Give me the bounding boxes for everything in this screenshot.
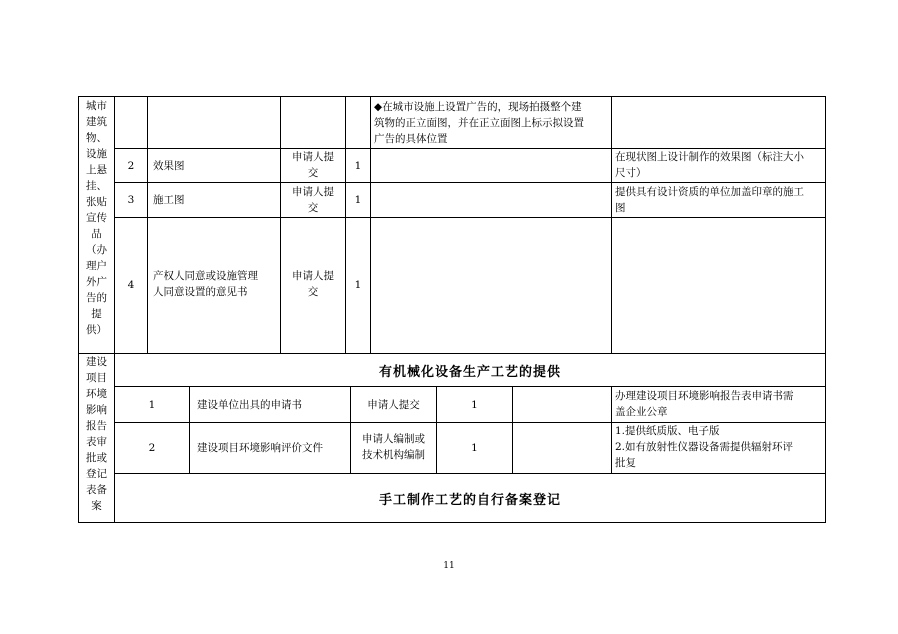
remark: 办理建设项目环境影响报告表申请书需 盖企业公章: [615, 390, 794, 418]
table-cell: [370, 182, 612, 218]
material-note: ◆在城市设施上设置广告的，现场拍摄整个建 筑物的正立面图，并在正立面图上标示拟设置 广告的具体位置: [374, 101, 584, 145]
table-cell: [611, 217, 826, 354]
material-source: 申请人编制或 技术机构编制: [362, 433, 425, 461]
material-source: 申请人提 交: [292, 186, 334, 214]
copies: 1: [354, 194, 362, 206]
remark: 提供具有设计资质的单位加盖印章的施工 图: [615, 186, 804, 214]
row-number: 3: [127, 194, 135, 206]
copies: 1: [354, 279, 362, 291]
page-number: 11: [443, 561, 455, 571]
material-name: 产权人同意或设施管理 人同意设置的意见书: [153, 270, 258, 298]
row-number: 4: [127, 279, 135, 291]
table-cell: [611, 96, 826, 149]
material-name: 效果图: [153, 160, 185, 172]
material-name: 建设项目环境影响评价文件: [197, 442, 323, 454]
table-cell: [512, 422, 612, 474]
row-number: 2: [127, 160, 135, 172]
material-name: 施工图: [153, 194, 185, 206]
section-heading: 有机械化设备生产工艺的提供: [378, 365, 561, 380]
table-cell: [370, 217, 612, 354]
copies: 1: [471, 442, 478, 454]
table-cell: [280, 96, 346, 149]
row-number: 1: [148, 399, 156, 411]
material-name: 建设单位出具的申请书: [197, 399, 302, 411]
copies: 1: [354, 160, 362, 172]
material-source: 申请人提交: [367, 399, 420, 411]
remark: 在现状图上设计制作的效果图（标注大小 尺寸）: [615, 151, 804, 179]
copies: 1: [471, 399, 478, 411]
category-label-environment: 建设 项目 环境 影响 报告 表审 批或 登记 表备 案: [86, 356, 107, 512]
category-label-outdoor-ads: 城市 建筑物、 设施 上悬 挂、 张贴 宣传 品 （办 理户 外广 告的 提 供）: [86, 100, 107, 336]
material-source: 申请人提 交: [292, 151, 334, 179]
table-cell: [512, 386, 612, 423]
remark: 1.提供纸质版、电子版 2.如有放射性仪器设备需提供辐射环评 批复: [615, 425, 794, 469]
table-cell: [370, 148, 612, 183]
table-cell: [147, 96, 281, 149]
section-heading: 手工制作工艺的自行备案登记: [378, 493, 561, 508]
table-cell: [345, 96, 371, 149]
table-cell: [114, 96, 148, 149]
row-number: 2: [148, 442, 156, 454]
material-source: 申请人提 交: [292, 270, 334, 298]
